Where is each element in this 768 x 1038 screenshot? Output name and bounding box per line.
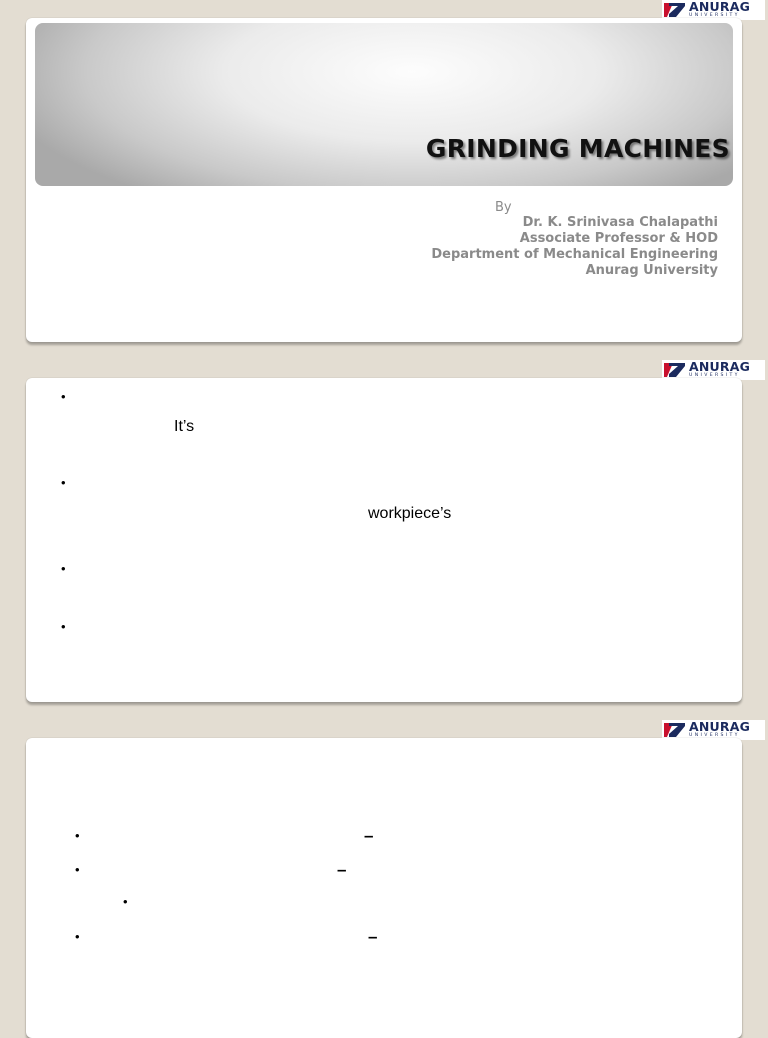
logo-name: ANURAG	[689, 358, 751, 374]
author-block	[431, 215, 718, 279]
slide-title-page[interactable]	[26, 18, 742, 342]
bullet-marker: •	[61, 475, 66, 490]
bullet-marker: •	[61, 561, 66, 576]
anurag-emblem-icon	[663, 721, 687, 739]
sub-bullet-marker: •	[123, 894, 128, 909]
slide-classification[interactable]	[26, 738, 742, 1038]
anurag-university-logo	[662, 720, 765, 740]
bullet-marker: •	[75, 929, 80, 944]
author-department: Department of Mechanical Engineering	[431, 247, 718, 262]
anurag-university-logo	[662, 0, 765, 20]
author-name: Dr. K. Srinivasa Chalapathi	[522, 215, 718, 230]
dash-separator: –	[364, 826, 374, 845]
anurag-emblem-icon	[663, 361, 687, 379]
logo-subtitle: UNIVERSITY	[689, 13, 740, 19]
slide-introduction[interactable]	[26, 378, 742, 702]
author-position: Associate Professor & HOD	[519, 231, 718, 246]
slide-title: GRINDING MACHINES	[425, 134, 730, 163]
dash-separator: –	[368, 927, 378, 946]
bullet-marker: •	[75, 862, 80, 877]
anurag-university-logo	[662, 360, 765, 380]
bullet-marker: •	[75, 828, 80, 843]
bullet-marker: •	[61, 389, 66, 404]
anurag-emblem-icon	[663, 1, 687, 19]
dash-separator: –	[337, 860, 347, 879]
logo-name: ANURAG	[689, 718, 751, 734]
text-fragment: It’s	[174, 418, 195, 435]
logo-name: ANURAG	[689, 0, 751, 14]
by-label: By	[495, 200, 512, 215]
text-fragment: workpiece’s	[368, 505, 452, 522]
bullet-marker: •	[61, 619, 66, 634]
logo-subtitle: UNIVERSITY	[689, 733, 740, 739]
author-university: Anurag University	[585, 263, 718, 278]
logo-subtitle: UNIVERSITY	[689, 373, 740, 379]
